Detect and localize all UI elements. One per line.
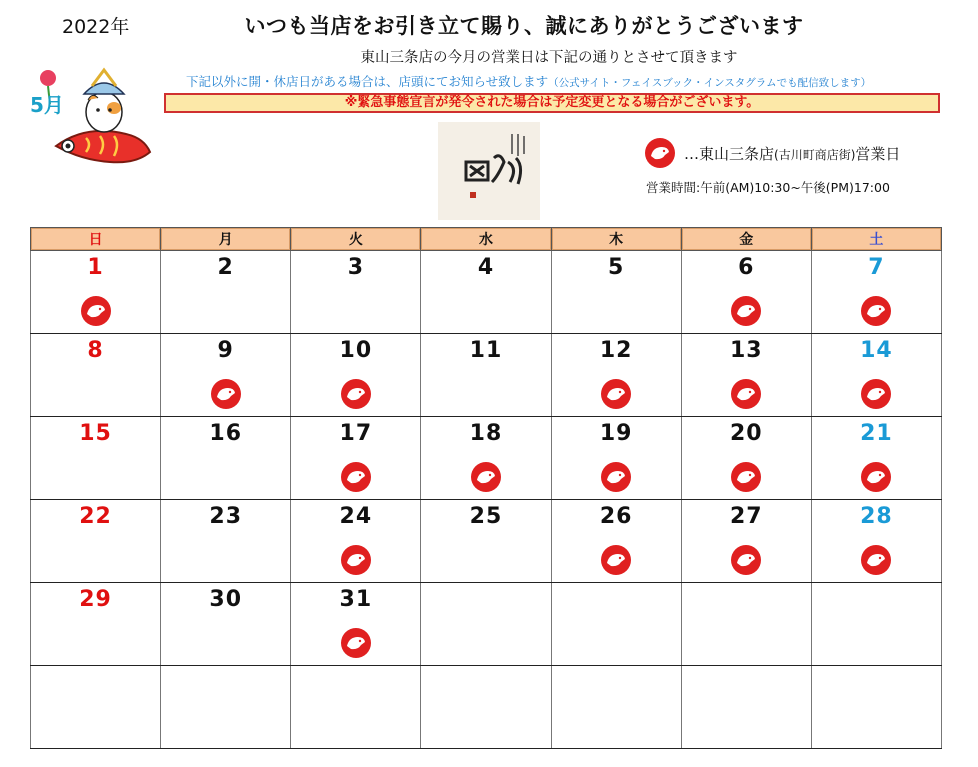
mascot-illustration [26,64,156,168]
calendar-day-cell [161,666,291,749]
day-number: 12 [599,338,633,363]
open-day-seal-icon [860,461,892,493]
day-number: 14 [860,338,893,363]
calendar-day-cell [681,583,811,666]
day-number: 19 [599,421,633,446]
open-day-seal-icon [340,627,372,659]
day-number: 1 [87,255,104,280]
calendar-day-cell [421,334,551,417]
weekday-mon: 月 [161,228,291,251]
day-number: 21 [860,421,893,446]
calendar-week-row [31,500,942,583]
calendar-day-cell [551,500,681,583]
day-number: 13 [729,338,763,363]
day-number: 31 [339,587,373,612]
calendar-day-cell [161,583,291,666]
notice-text [186,72,946,90]
calendar-day-cell [31,500,161,583]
calendar-week-row [31,583,942,666]
calendar-day-cell [421,666,551,749]
calendar-day-cell [291,334,421,417]
notice-main: 下記以外に開・休店日がある場合は、店頭にてお知らせ致します [186,74,549,89]
calendar-week-row [31,417,942,500]
calendar-day-cell [421,500,551,583]
day-number: 9 [217,338,234,363]
open-day-seal-icon [600,461,632,493]
year-label: 2022年 [62,16,130,38]
calendar-day-cell [551,417,681,500]
open-day-seal-icon [730,295,762,327]
weekday-sun: 日 [31,228,161,251]
day-number: 26 [599,504,633,529]
calendar-day-cell [551,583,681,666]
day-number: 6 [738,255,755,280]
calendar-grid [30,227,942,749]
legend-location: (古川町商店街) [774,148,856,162]
calendar-day-cell [161,251,291,334]
open-day-seal-icon [860,295,892,327]
weekday-sat: 土 [811,228,941,251]
legend-suffix: 営業日 [855,145,901,163]
weekday-wed: 水 [421,228,551,251]
bird-seal-icon [644,137,676,169]
weekday-tue: 火 [291,228,421,251]
calendar-day-cell [811,583,941,666]
calendar-day-cell [291,251,421,334]
day-number: 24 [339,504,373,529]
open-day-seal-icon [470,461,502,493]
weekday-fri: 金 [681,228,811,251]
day-number: 16 [209,421,243,446]
calendar-day-cell [291,417,421,500]
calendar-day-cell [681,417,811,500]
calendar-day-cell [681,500,811,583]
open-day-seal-icon [340,378,372,410]
day-number: 5 [607,255,625,280]
notice-small: （公式サイト・フェイスブック・インスタグラムでも配信致します） [548,77,872,89]
day-number: 28 [860,504,893,529]
calendar-day-cell [421,583,551,666]
day-number: 23 [209,504,243,529]
calendar-day-cell [31,417,161,500]
calendar-week-row [31,334,942,417]
day-number: 20 [729,421,763,446]
calendar-day-cell [161,500,291,583]
day-number: 27 [729,504,763,529]
calendar-day-cell [31,666,161,749]
open-day-seal-icon [860,378,892,410]
open-day-seal-icon [210,378,242,410]
emergency-alert-banner: ※緊急事態宣言が発令された場合は予定変更となる場合がございます。 [164,93,940,113]
subtitle: 東山三条店の今月の営業日は下記の通りとさせて頂きます [360,50,738,66]
calendar-day-cell [161,334,291,417]
open-day-seal-icon [730,461,762,493]
calendar-day-cell [681,251,811,334]
calendar-day-cell [811,251,941,334]
day-number: 17 [339,421,373,446]
day-number: 30 [209,587,243,612]
day-number: 3 [347,255,364,280]
day-number: 11 [469,338,503,363]
day-number: 18 [469,421,503,446]
calendar-day-cell [551,334,681,417]
calendar-day-cell [31,334,161,417]
calendar-week-row [31,666,942,749]
calendar-day-cell [31,583,161,666]
open-day-seal-icon [730,544,762,576]
calendar-body [31,251,942,749]
open-day-seal-icon [860,544,892,576]
legend-label: …東山三条店 [684,145,775,163]
day-number: 25 [469,504,503,529]
day-number: 4 [477,255,495,280]
month-badge: 5月 [30,93,64,117]
calendar-week-row [31,251,942,334]
page-title: いつも当店をお引き立て賜り、誠にありがとうございます [244,14,804,38]
day-number: 7 [868,255,885,280]
weekday-header-row [31,228,942,251]
calendar-day-cell [551,251,681,334]
calendar-day-cell [811,417,941,500]
calendar-day-cell [811,666,941,749]
day-number: 29 [79,587,112,612]
shop-logo [438,122,540,220]
open-day-seal-icon [730,378,762,410]
calendar-day-cell [551,666,681,749]
open-day-seal-icon [80,295,112,327]
calendar-day-cell [161,417,291,500]
weekday-thu: 木 [551,228,681,251]
day-number: 22 [79,504,112,529]
calendar-day-cell [681,334,811,417]
open-day-seal-icon [340,544,372,576]
open-day-seal-icon [600,378,632,410]
open-day-seal-icon [340,461,372,493]
calendar-day-cell [291,500,421,583]
calendar-day-cell [291,583,421,666]
day-number: 15 [79,421,112,446]
calendar-day-cell [421,251,551,334]
day-number: 2 [217,255,234,280]
calendar-day-cell [681,666,811,749]
day-number: 8 [87,338,104,363]
calendar-day-cell [291,666,421,749]
calendar-day-cell [421,417,551,500]
calendar-day-cell [31,251,161,334]
legend-text [684,143,900,164]
business-hours: 営業時間:午前(AM)10:30~午後(PM)17:00 [646,180,890,195]
calendar-day-cell [811,334,941,417]
open-day-seal-icon [600,544,632,576]
day-number: 10 [339,338,373,363]
calendar-day-cell [811,500,941,583]
